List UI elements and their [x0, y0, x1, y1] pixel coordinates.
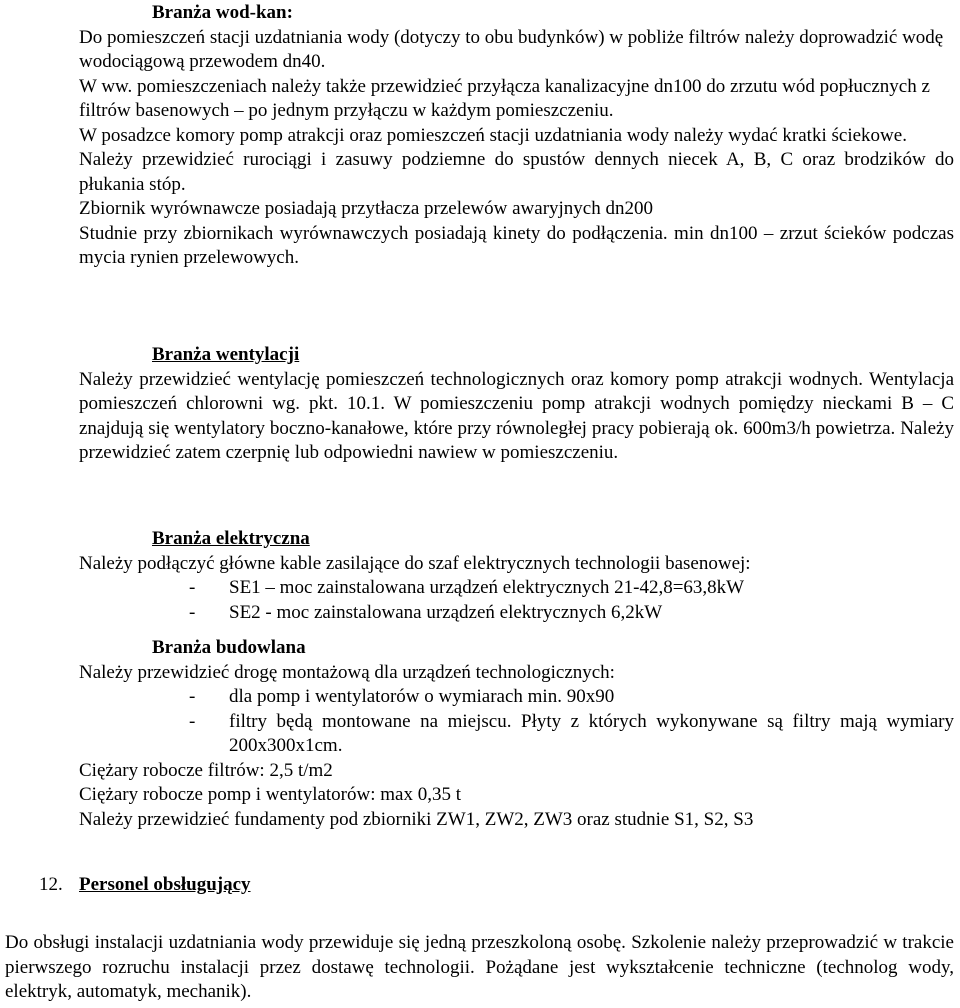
section-12-body — [5, 931, 954, 1005]
heading-text: Branża elektryczna — [152, 528, 310, 549]
list-item-text: SE1 – moc zainstalowana urządzeń elektrycznych 21-42,8=63,8kW — [229, 577, 745, 598]
list-item-text: filtry będą montowane na miejscu. Płyty z których wykonywane są filtry mają wymiary 200x300x1cm. — [229, 710, 954, 756]
paragraph: Należy przewidzieć wentylację pomieszczeń technologicznych oraz komory pomp atrakcji wodnych. Wentylacja pomieszczeń chlorowni wg. pkt. 10.1. W pomieszczeniu pomp atrakcji wodnych pomiędzy nieckami B – C znajdują się wentylatory boczno-kanałowe, które przy równoległej pracy pobierają ok. 600m3/h powietrza. Należy przewidzieć zatem czerpnię lub odpowiedni nawiew w pomieszczeniu. — [79, 368, 954, 463]
paragraph: Należy przewidzieć drogę montażową dla urządzeń technologicznych: — [79, 661, 615, 683]
section-number: 12. — [39, 874, 63, 895]
list-item-text: dla pomp i wentylatorów o wymiarach min. 90x90 — [229, 686, 615, 707]
section-12-heading — [39, 873, 251, 898]
heading-wod-kan: Branża wod-kan: — [152, 2, 293, 23]
paragraph: Ciężary robocze pomp i wentylatorów: max 0,35 t — [79, 784, 462, 805]
section-title: Personel obsługujący — [79, 874, 251, 895]
list-item: - dla pomp i wentylatorów o wymiarach min. 90x90 — [189, 686, 615, 707]
paragraph: Studnie przy zbiornikach wyrównawczych posiadają kinety do podłączenia. min dn100 – zrzut ścieków podczas mycia rynien przelewowych. — [79, 222, 954, 268]
section-wentylacja — [79, 343, 954, 466]
paragraph: Ciężary robocze filtrów: 2,5 t/m2 — [79, 759, 333, 781]
heading-wentylacja — [79, 343, 954, 368]
section-elektryczna — [79, 527, 954, 625]
list-item: - SE2 - moc zainstalowana urządzeń elektrycznych 6,2kW — [189, 601, 663, 623]
paragraph: Należy przewidzieć fundamenty pod zbiorniki ZW1, ZW2, ZW3 oraz studnie S1, S2, S3 — [79, 808, 754, 830]
paragraph: Zbiornik wyrównawcze posiadają przytłacza przelewów awaryjnych dn200 — [79, 198, 653, 219]
paragraph: Do obsługi instalacji uzdatniania wody przewiduje się jedną przeszkoloną osobę. Szkolenie należy przeprowadzić w trakcie pierwszego rozruchu instalacji przez dostawę technologii. Pożądane jest wykształcenie techniczne (technolog wody, elektryk, automatyk, mechanik). — [5, 932, 954, 1002]
section-budowlana — [79, 636, 954, 832]
paragraph: Do pomieszczeń stacji uzdatniania wody (dotyczy to obu budynków) w pobliże filtrów należy doprowadzić wodę wodociągową przewodem dn40. — [79, 26, 944, 72]
paragraph: W ww. pomieszczeniach należy także przewidzieć przyłącza kanalizacyjne dn100 do zrzutu wód popłucznych z filtrów basenowych – po jednym przyłączu w każdym pomieszczeniu. — [79, 75, 930, 121]
paragraph: W posadzce komory pomp atrakcji oraz pomieszczeń stacji uzdatniania wody należy wydać kratki ściekowe. — [79, 124, 907, 146]
heading-budowlana: Branża budowlana — [152, 637, 306, 658]
paragraph: Należy podłączyć główne kable zasilające do szaf elektrycznych technologii basenowej: — [79, 552, 751, 574]
list-item-text: SE2 - moc zainstalowana urządzeń elektrycznych 6,2kW — [229, 601, 663, 623]
heading-elektryczna — [79, 527, 954, 552]
section-wod-kan — [79, 1, 954, 271]
list-item: - filtry będą montowane na miejscu. Płyty z których wykonywane są filtry mają wymiary 200x300x1cm. — [189, 710, 954, 756]
paragraph: Należy przewidzieć rurociągi i zasuwy podziemne do spustów dennych niecek A, B, C oraz brodzików do płukania stóp. — [79, 149, 954, 195]
list-item: - SE1 – moc zainstalowana urządzeń elektrycznych 21-42,8=63,8kW — [189, 577, 745, 598]
heading-text: Branża wentylacji — [152, 344, 300, 365]
